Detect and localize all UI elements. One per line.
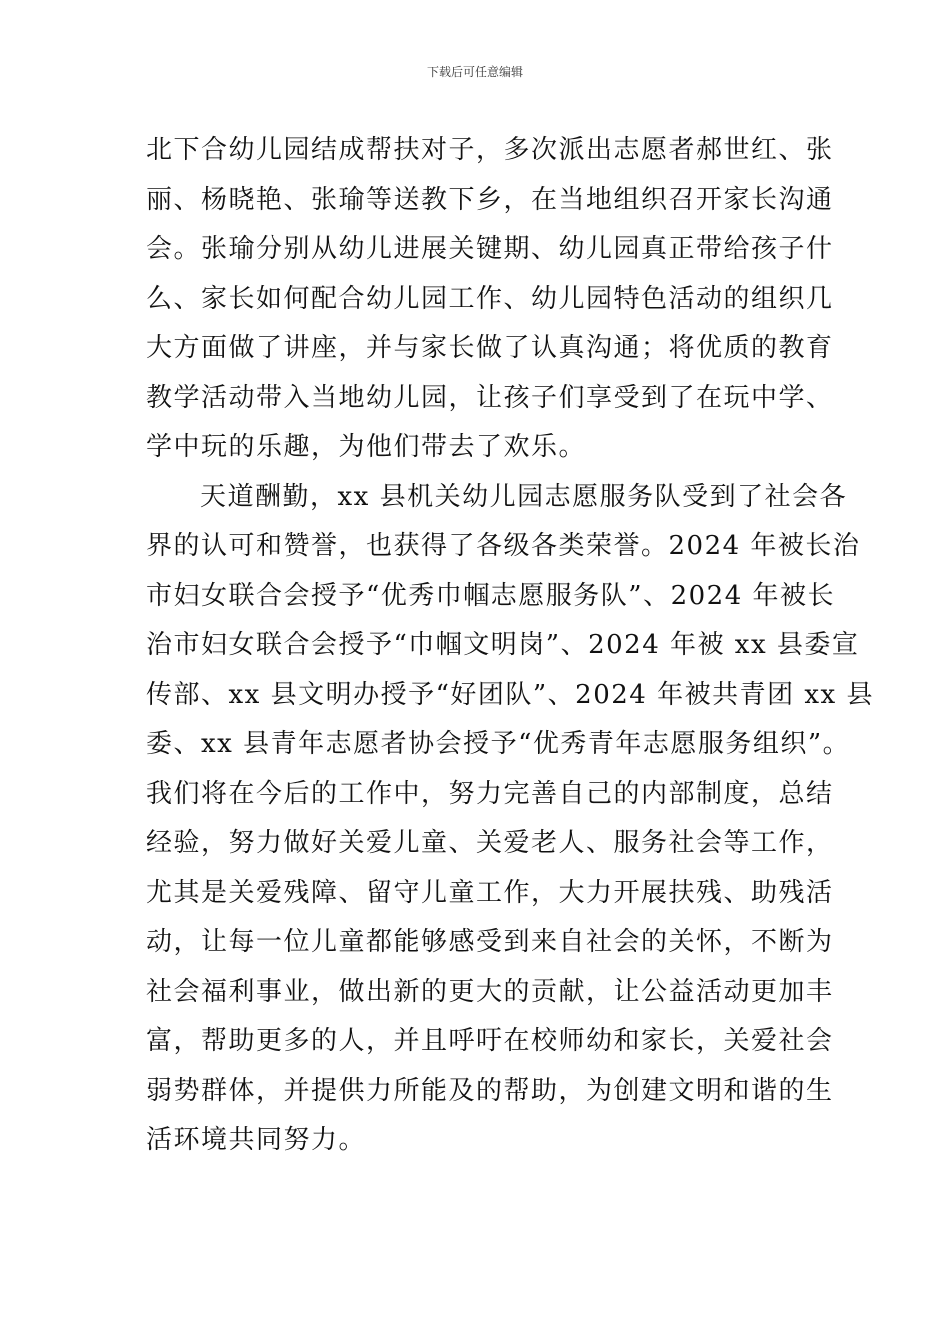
text-line: 弱势群体，并提供力所能及的帮助，为创建文明和谐的生 <box>146 1075 834 1106</box>
text-line: 传部、xx 县文明办授予“好团队”、2024 年被共青团 xx 县 <box>146 679 874 710</box>
text-line: 么、家长如何配合幼儿园工作、幼儿园特色活动的组织几 <box>146 283 834 314</box>
text-line: 动，让每一位儿童都能够感受到来自社会的关怀，不断为 <box>146 927 834 957</box>
text-line: 社会福利事业，做出新的更大的贡献，让公益活动更加丰 <box>146 976 834 1007</box>
text-line: 会。张瑜分别从幼儿进展关键期、幼儿园真正带给孩子什 <box>146 234 834 264</box>
text-line: 活环境共同努力。 <box>146 1125 367 1155</box>
page-header-note: 下载后可任意编辑 <box>426 65 523 79</box>
text-line: 委、xx 县青年志愿者协会授予“优秀青年志愿服务组织”。 <box>146 729 851 759</box>
text-line: 界的认可和赞誉，也获得了各级各类荣誉。2024 年被长治 <box>146 531 861 561</box>
text-line: 北下合幼儿园结成帮扶对子，多次派出志愿者郝世红、张 <box>146 135 834 165</box>
text-line: 经验，努力做好关爱儿童、关爱老人、服务社会等工作， <box>146 828 834 858</box>
text-line: 尤其是关爱残障、留守儿童工作，大力开展扶残、助残活 <box>146 877 834 908</box>
document-body <box>146 126 874 1166</box>
text-line: 市妇女联合会授予“优秀巾帼志愿服务队”、2024 年被长 <box>146 580 836 611</box>
text-line: 天道酬勤，xx 县机关幼儿园志愿服务队受到了社会各 <box>200 481 848 512</box>
text-line: 丽、杨晓艳、张瑜等送教下乡，在当地组织召开家长沟通 <box>146 184 834 215</box>
text-line: 富，帮助更多的人，并且呼吁在校师幼和家长，关爱社会 <box>146 1026 834 1056</box>
paragraph-2 <box>146 473 874 1166</box>
text-line: 教学活动带入当地幼儿园，让孩子们享受到了在玩中学、 <box>146 382 834 413</box>
text-line: 大方面做了讲座，并与家长做了认真沟通；将优质的教育 <box>146 333 834 363</box>
text-line: 治市妇女联合会授予“巾帼文明岗”、2024 年被 xx 县委宣 <box>146 630 860 660</box>
text-line: 我们将在今后的工作中，努力完善自己的内部制度，总结 <box>146 778 834 809</box>
text-line: 学中玩的乐趣，为他们带去了欢乐。 <box>146 432 587 462</box>
paragraph-1 <box>146 126 834 473</box>
